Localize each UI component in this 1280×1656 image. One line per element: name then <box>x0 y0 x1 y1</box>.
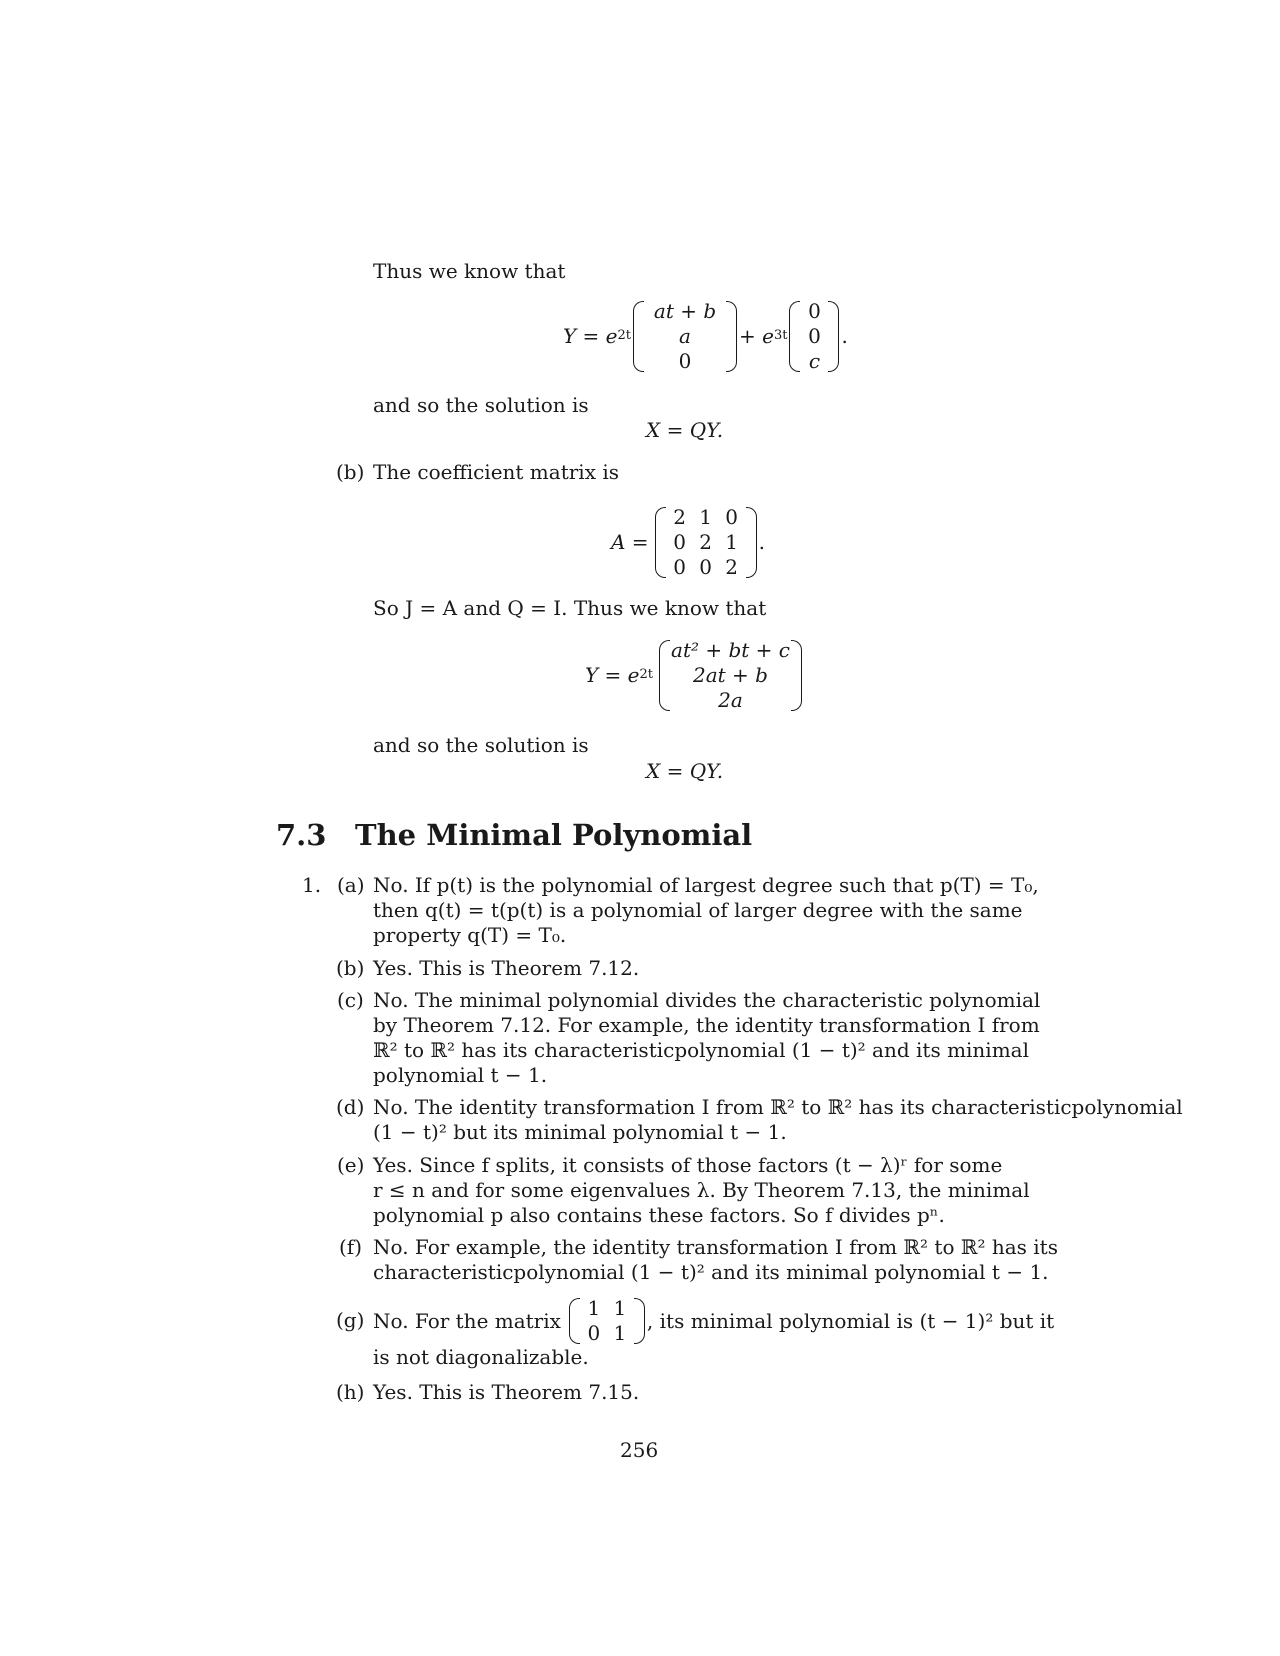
solution-text-2: and so the solution is <box>373 733 589 757</box>
item-f-line-2: characteristicpolynomial (1 − t)² and its minimal polynomial t − 1. <box>373 1260 1049 1284</box>
item-e-line-3: polynomial p also contains these factors. So f divides pⁿ. <box>373 1203 945 1227</box>
x-equals-qy-1: X = QY. <box>646 418 724 442</box>
item-b-label: (b) <box>336 956 365 980</box>
eq1-plus: + e <box>739 324 774 348</box>
item-f-line-1: No. For example, the identity transformation I from ℝ² to ℝ² has its <box>373 1235 1058 1259</box>
item-g-line-1: No. For the matrix 1 1 0 1 , its minimal polynomial is (t − 1)² but it <box>373 1296 1055 1345</box>
item-g-line-2: is not diagonalizable. <box>373 1345 589 1369</box>
item-d-line-1: No. The identity transformation I from ℝ² to ℝ² has its characteristicpolynomial <box>373 1095 1183 1119</box>
so-j-a-text: So J = A and Q = I. Thus we know that <box>373 596 767 620</box>
matrix-a: 2 1 0 0 2 1 0 0 2 <box>655 505 757 580</box>
item-e-line-1: Yes. Since f splits, it consists of those factors (t − λ)ʳ for some <box>373 1153 1003 1177</box>
exercise-number: 1. <box>302 873 322 897</box>
item-a-line-3: property q(T) = T₀. <box>373 923 567 947</box>
item-e-label: (e) <box>337 1153 365 1177</box>
item-d-line-2: (1 − t)² but its minimal polynomial t − 1. <box>373 1120 787 1144</box>
vector-2: 0 0 c <box>789 299 839 374</box>
thus-know-text: Thus we know that <box>373 259 566 283</box>
coef-matrix-text: The coefficient matrix is <box>373 460 619 484</box>
vector-3: at² + bt + c 2at + b 2a <box>659 638 802 713</box>
item-h-line-1: Yes. This is Theorem 7.15. <box>373 1380 640 1404</box>
item-c-line-1: No. The minimal polynomial divides the characteristic polynomial <box>373 988 1041 1012</box>
solution-text-1: and so the solution is <box>373 393 589 417</box>
item-f-label: (f) <box>339 1235 363 1259</box>
item-e-line-2: r ≤ n and for some eigenvalues λ. By Theorem 7.13, the minimal <box>373 1178 1030 1202</box>
x-equals-qy-2: X = QY. <box>646 759 724 783</box>
item-c-label: (c) <box>337 988 364 1012</box>
item-d-label: (d) <box>336 1095 365 1119</box>
vector-1: at + b a 0 <box>633 299 737 374</box>
part-b-label: (b) <box>336 460 365 484</box>
item-c-line-4: polynomial t − 1. <box>373 1063 548 1087</box>
item-b-line-1: Yes. This is Theorem 7.12. <box>373 956 640 980</box>
section-number: 7.3 <box>276 818 327 852</box>
item-c-line-2: by Theorem 7.12. For example, the identity transformation I from <box>373 1013 1040 1037</box>
equation-y-2t: Y = e 2t at² + bt + c 2at + b 2a <box>585 634 804 716</box>
equation-y-2t-3t: Y = e 2t at + b a 0 + e 3t 0 0 c . <box>563 298 848 373</box>
section-title: The Minimal Polynomial <box>355 818 753 852</box>
matrix-g: 1 1 0 1 <box>569 1296 645 1346</box>
item-a-label: (a) <box>337 873 365 897</box>
item-h-label: (h) <box>336 1380 365 1404</box>
eq1-lhs: Y = e <box>563 324 618 348</box>
item-a-line-1: No. If p(t) is the polynomial of largest degree such that p(T) = T₀, <box>373 873 1039 897</box>
item-g-label: (g) <box>336 1308 365 1332</box>
item-c-line-3: ℝ² to ℝ² has its characteristicpolynomial (1 − t)² and its minimal <box>373 1038 1029 1062</box>
matrix-a-equation: A = 2 1 0 0 2 1 0 0 2 . <box>611 504 765 579</box>
page-number: 256 <box>620 1438 659 1462</box>
item-a-line-2: then q(t) = t(p(t) is a polynomial of larger degree with the same <box>373 898 1023 922</box>
